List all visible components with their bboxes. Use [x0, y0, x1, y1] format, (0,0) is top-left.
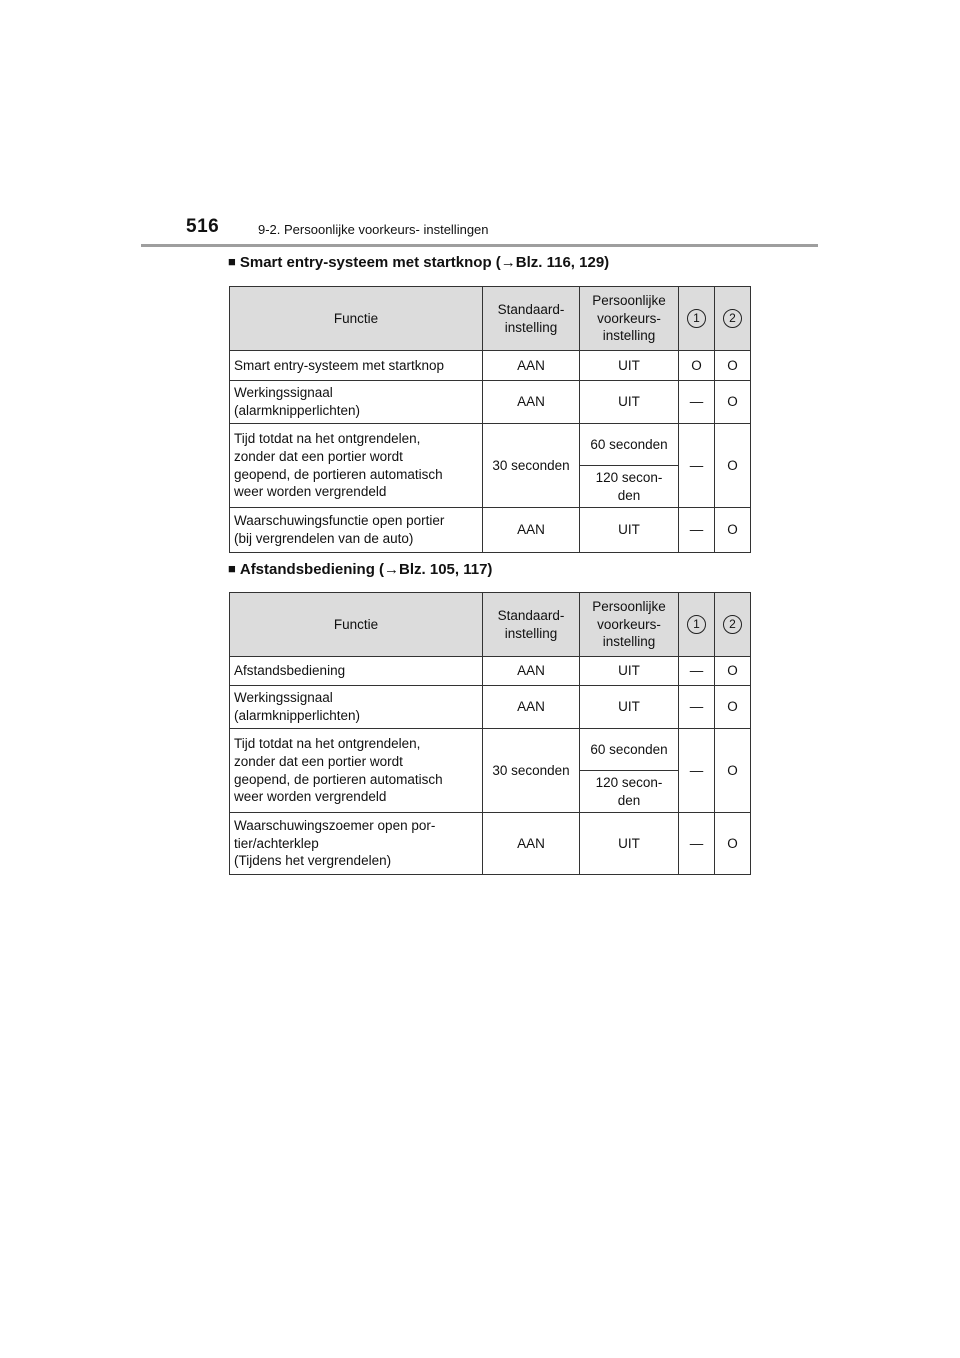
cell-default: AAN [483, 508, 580, 553]
cell-default: AAN [483, 351, 580, 381]
circled-one-icon: 1 [687, 309, 706, 328]
square-bullet-icon: ■ [228, 254, 236, 269]
circled-two-icon: 2 [723, 615, 742, 634]
cell-function: Werkingssignaal (alarmknipperlichten) [230, 686, 483, 729]
page-number: 516 [186, 216, 220, 237]
cell-custom: 60 seconden [580, 424, 679, 466]
cell-c2: O [715, 729, 751, 813]
header-default: Standaard- instelling [483, 593, 580, 657]
cell-c2: O [715, 686, 751, 729]
cell-c1: — [679, 657, 715, 686]
header-custom: Persoonlijke voorkeurs- instelling [580, 287, 679, 351]
cell-function: Waarschuwingszoemer open por- tier/achterklep (Tijdens het vergrendelen) [230, 813, 483, 875]
header-divider [141, 244, 818, 247]
cell-custom: UIT [580, 508, 679, 553]
settings-table-smart-entry [229, 286, 751, 553]
header-col-2 [715, 287, 751, 351]
cell-c1: — [679, 686, 715, 729]
cell-default: 30 seconden [483, 729, 580, 813]
header-col-1 [679, 287, 715, 351]
table-header-row [230, 593, 751, 657]
chapter-title: 9-2. Persoonlijke voorkeurs- instellingen [258, 222, 489, 237]
table-row [230, 508, 751, 553]
cell-custom: UIT [580, 686, 679, 729]
cell-c1: — [679, 729, 715, 813]
cell-default: AAN [483, 813, 580, 875]
cell-c1: — [679, 508, 715, 553]
table-row [230, 729, 751, 771]
table-row [230, 351, 751, 381]
header-default: Standaard- instelling [483, 287, 580, 351]
settings-table-remote-control [229, 592, 751, 875]
cell-function: Waarschuwingsfunctie open portier (bij vergrendelen van de auto) [230, 508, 483, 553]
cell-c1: O [679, 351, 715, 381]
cell-function: Smart entry-systeem met startknop [230, 351, 483, 381]
cell-custom: 60 seconden [580, 729, 679, 771]
section-title-text: Smart entry-systeem met startknop (→Blz. 116, 129) [239, 254, 610, 271]
cell-c2: O [715, 351, 751, 381]
circled-two-icon: 2 [723, 309, 742, 328]
cell-default: AAN [483, 381, 580, 424]
cell-function: Tijd totdat na het ontgrendelen, zonder dat een portier wordt geopend, de portieren automatisch weer worden vergrendeld [230, 729, 483, 813]
cell-custom-alt: 120 secon- den [580, 466, 679, 508]
cell-custom: UIT [580, 657, 679, 686]
table-row [230, 813, 751, 875]
cell-function: Tijd totdat na het ontgrendelen, zonder dat een portier wordt geopend, de portieren automatisch weer worden vergrendeld [230, 424, 483, 508]
cell-custom-alt: 120 secon- den [580, 771, 679, 813]
cell-custom: UIT [580, 381, 679, 424]
circled-one-icon: 1 [687, 615, 706, 634]
cell-custom: UIT [580, 351, 679, 381]
cell-default: AAN [483, 686, 580, 729]
cell-c2: O [715, 508, 751, 553]
cell-function: Werkingssignaal (alarmknipperlichten) [230, 381, 483, 424]
table-row [230, 424, 751, 466]
header-custom: Persoonlijke voorkeurs- instelling [580, 593, 679, 657]
section-title-smart-entry [228, 254, 609, 271]
cell-c1: — [679, 381, 715, 424]
cell-c1: — [679, 424, 715, 508]
cell-custom: UIT [580, 813, 679, 875]
section-title-remote-control [228, 561, 492, 578]
cell-c2: O [715, 813, 751, 875]
cell-function: Afstandsbediening [230, 657, 483, 686]
cell-default: AAN [483, 657, 580, 686]
header-col-1 [679, 593, 715, 657]
cell-c1: — [679, 813, 715, 875]
section-title-text: Afstandsbediening (→Blz. 105, 117) [239, 561, 493, 578]
header-function: Functie [230, 593, 483, 657]
square-bullet-icon: ■ [228, 561, 236, 576]
cell-c2: O [715, 381, 751, 424]
table-header-row [230, 287, 751, 351]
cell-c2: O [715, 424, 751, 508]
table-row [230, 686, 751, 729]
table-row [230, 657, 751, 686]
header-function: Functie [230, 287, 483, 351]
table-row [230, 381, 751, 424]
header-col-2 [715, 593, 751, 657]
cell-c2: O [715, 657, 751, 686]
cell-default: 30 seconden [483, 424, 580, 508]
